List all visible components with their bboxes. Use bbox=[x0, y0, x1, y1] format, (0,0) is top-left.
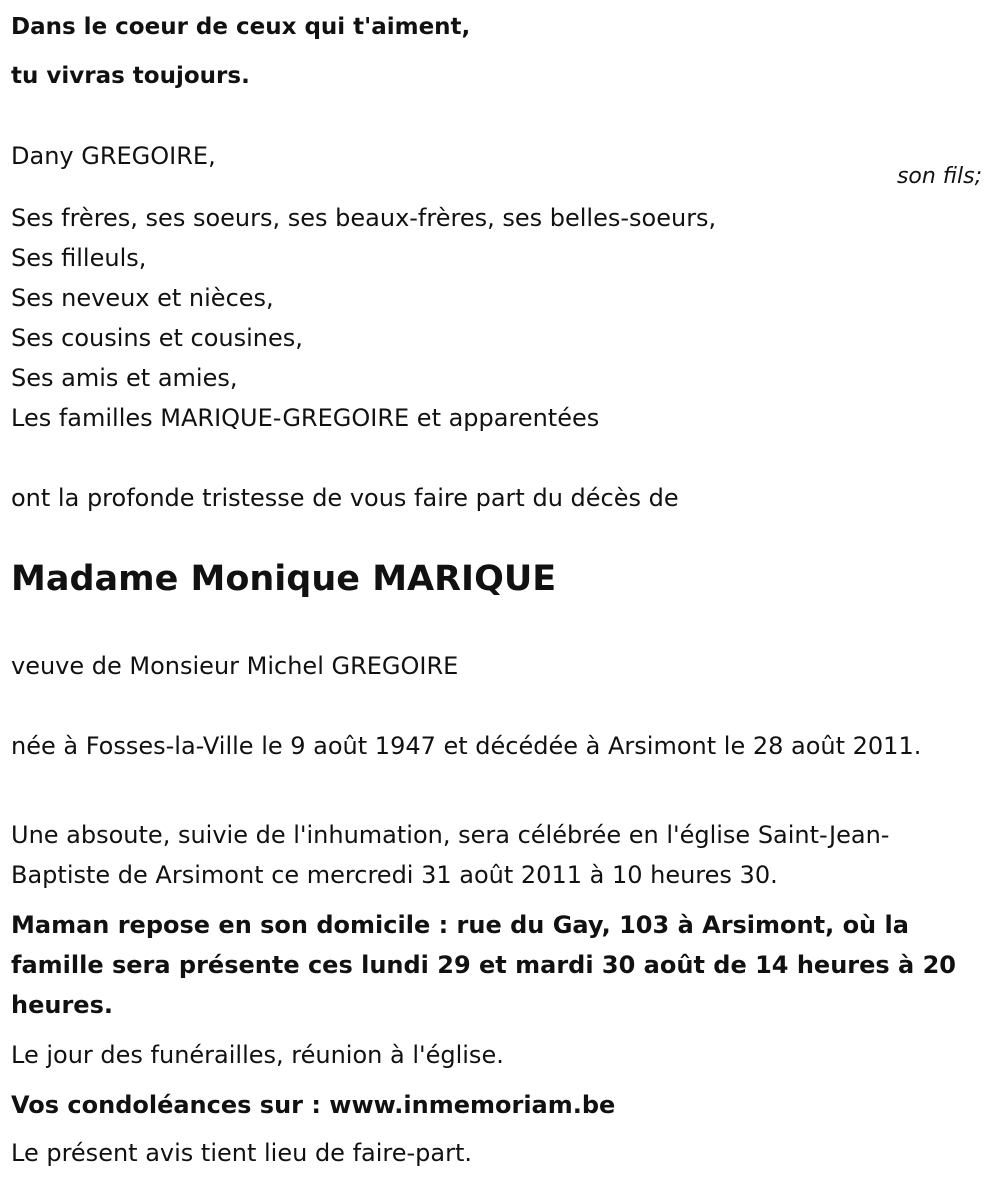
relatives-line: Ses frères, ses soeurs, ses beaux-frères, ses belles-soeurs, bbox=[11, 204, 717, 232]
widow-of-text: veuve de Monsieur Michel GREGOIRE bbox=[11, 652, 459, 680]
relatives-line: Ses amis et amies, bbox=[11, 364, 238, 392]
deceased-name: Madame Monique MARIQUE bbox=[11, 559, 557, 599]
relatives-line: Ses cousins et cousines, bbox=[11, 324, 303, 352]
visitation-text: Maman repose en son domicile : rue du Gay, 103 à Arsimont, où la famille sera présente ces lundi 29 et mardi 30 août de 14 heures à 20 heures. bbox=[11, 911, 956, 1019]
epigraph-line-1: Dans le coeur de ceux qui t'aiment, bbox=[11, 14, 471, 40]
relatives-line: Les familles MARIQUE-GREGOIRE et apparentées bbox=[11, 404, 600, 432]
son-name: Dany GREGOIRE, bbox=[11, 142, 216, 170]
epigraph-line-2: tu vivras toujours. bbox=[11, 63, 250, 89]
relatives-line: Ses filleuls, bbox=[11, 244, 147, 272]
notice-text: Le présent avis tient lieu de faire-part. bbox=[11, 1139, 473, 1167]
son-relation: son fils; bbox=[896, 164, 982, 189]
ceremony-text: Une absoute, suivie de l'inhumation, sera célébrée en l'église Saint-Jean-Baptiste de Arsimont ce mercredi 31 août 2011 à 10 heures 30. bbox=[11, 821, 890, 889]
relatives-line: Ses neveux et nièces, bbox=[11, 284, 274, 312]
birth-death-text: née à Fosses-la-Ville le 9 août 1947 et décédée à Arsimont le 28 août 2011. bbox=[11, 732, 922, 760]
condolences-text: Vos condoléances sur : www.inmemoriam.be bbox=[11, 1091, 616, 1119]
announcement-text: ont la profonde tristesse de vous faire part du décès de bbox=[11, 484, 679, 512]
meeting-text: Le jour des funérailles, réunion à l'église. bbox=[11, 1041, 504, 1069]
